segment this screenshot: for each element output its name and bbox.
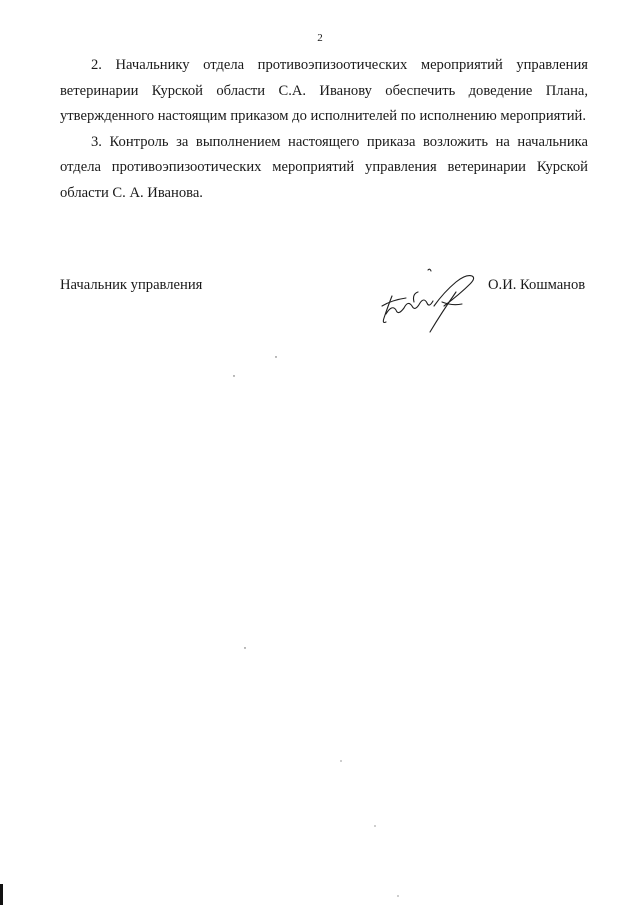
signatory-name: О.И. Кошманов [488, 277, 586, 293]
handwritten-signature [372, 262, 502, 344]
signatory-title: Начальник управления [60, 277, 203, 293]
page-number: 2 [317, 32, 323, 44]
paragraph-item-2: 2. Начальнику отдела противоэпизоотических мероприятий управления ветеринарии Курской области С.А. Иванову обеспечить доведение Плана, утвержденного настоящим приказом до исполнителей по исполнению мероприятий. [60, 57, 588, 124]
paragraph-item-3: 3. Контроль за выполнением настоящего приказа возложить на начальника отдела противоэпизоотических мероприятий управления ветеринарии Курской области С. А. Иванова. [60, 133, 588, 201]
document-body [60, 53, 588, 206]
